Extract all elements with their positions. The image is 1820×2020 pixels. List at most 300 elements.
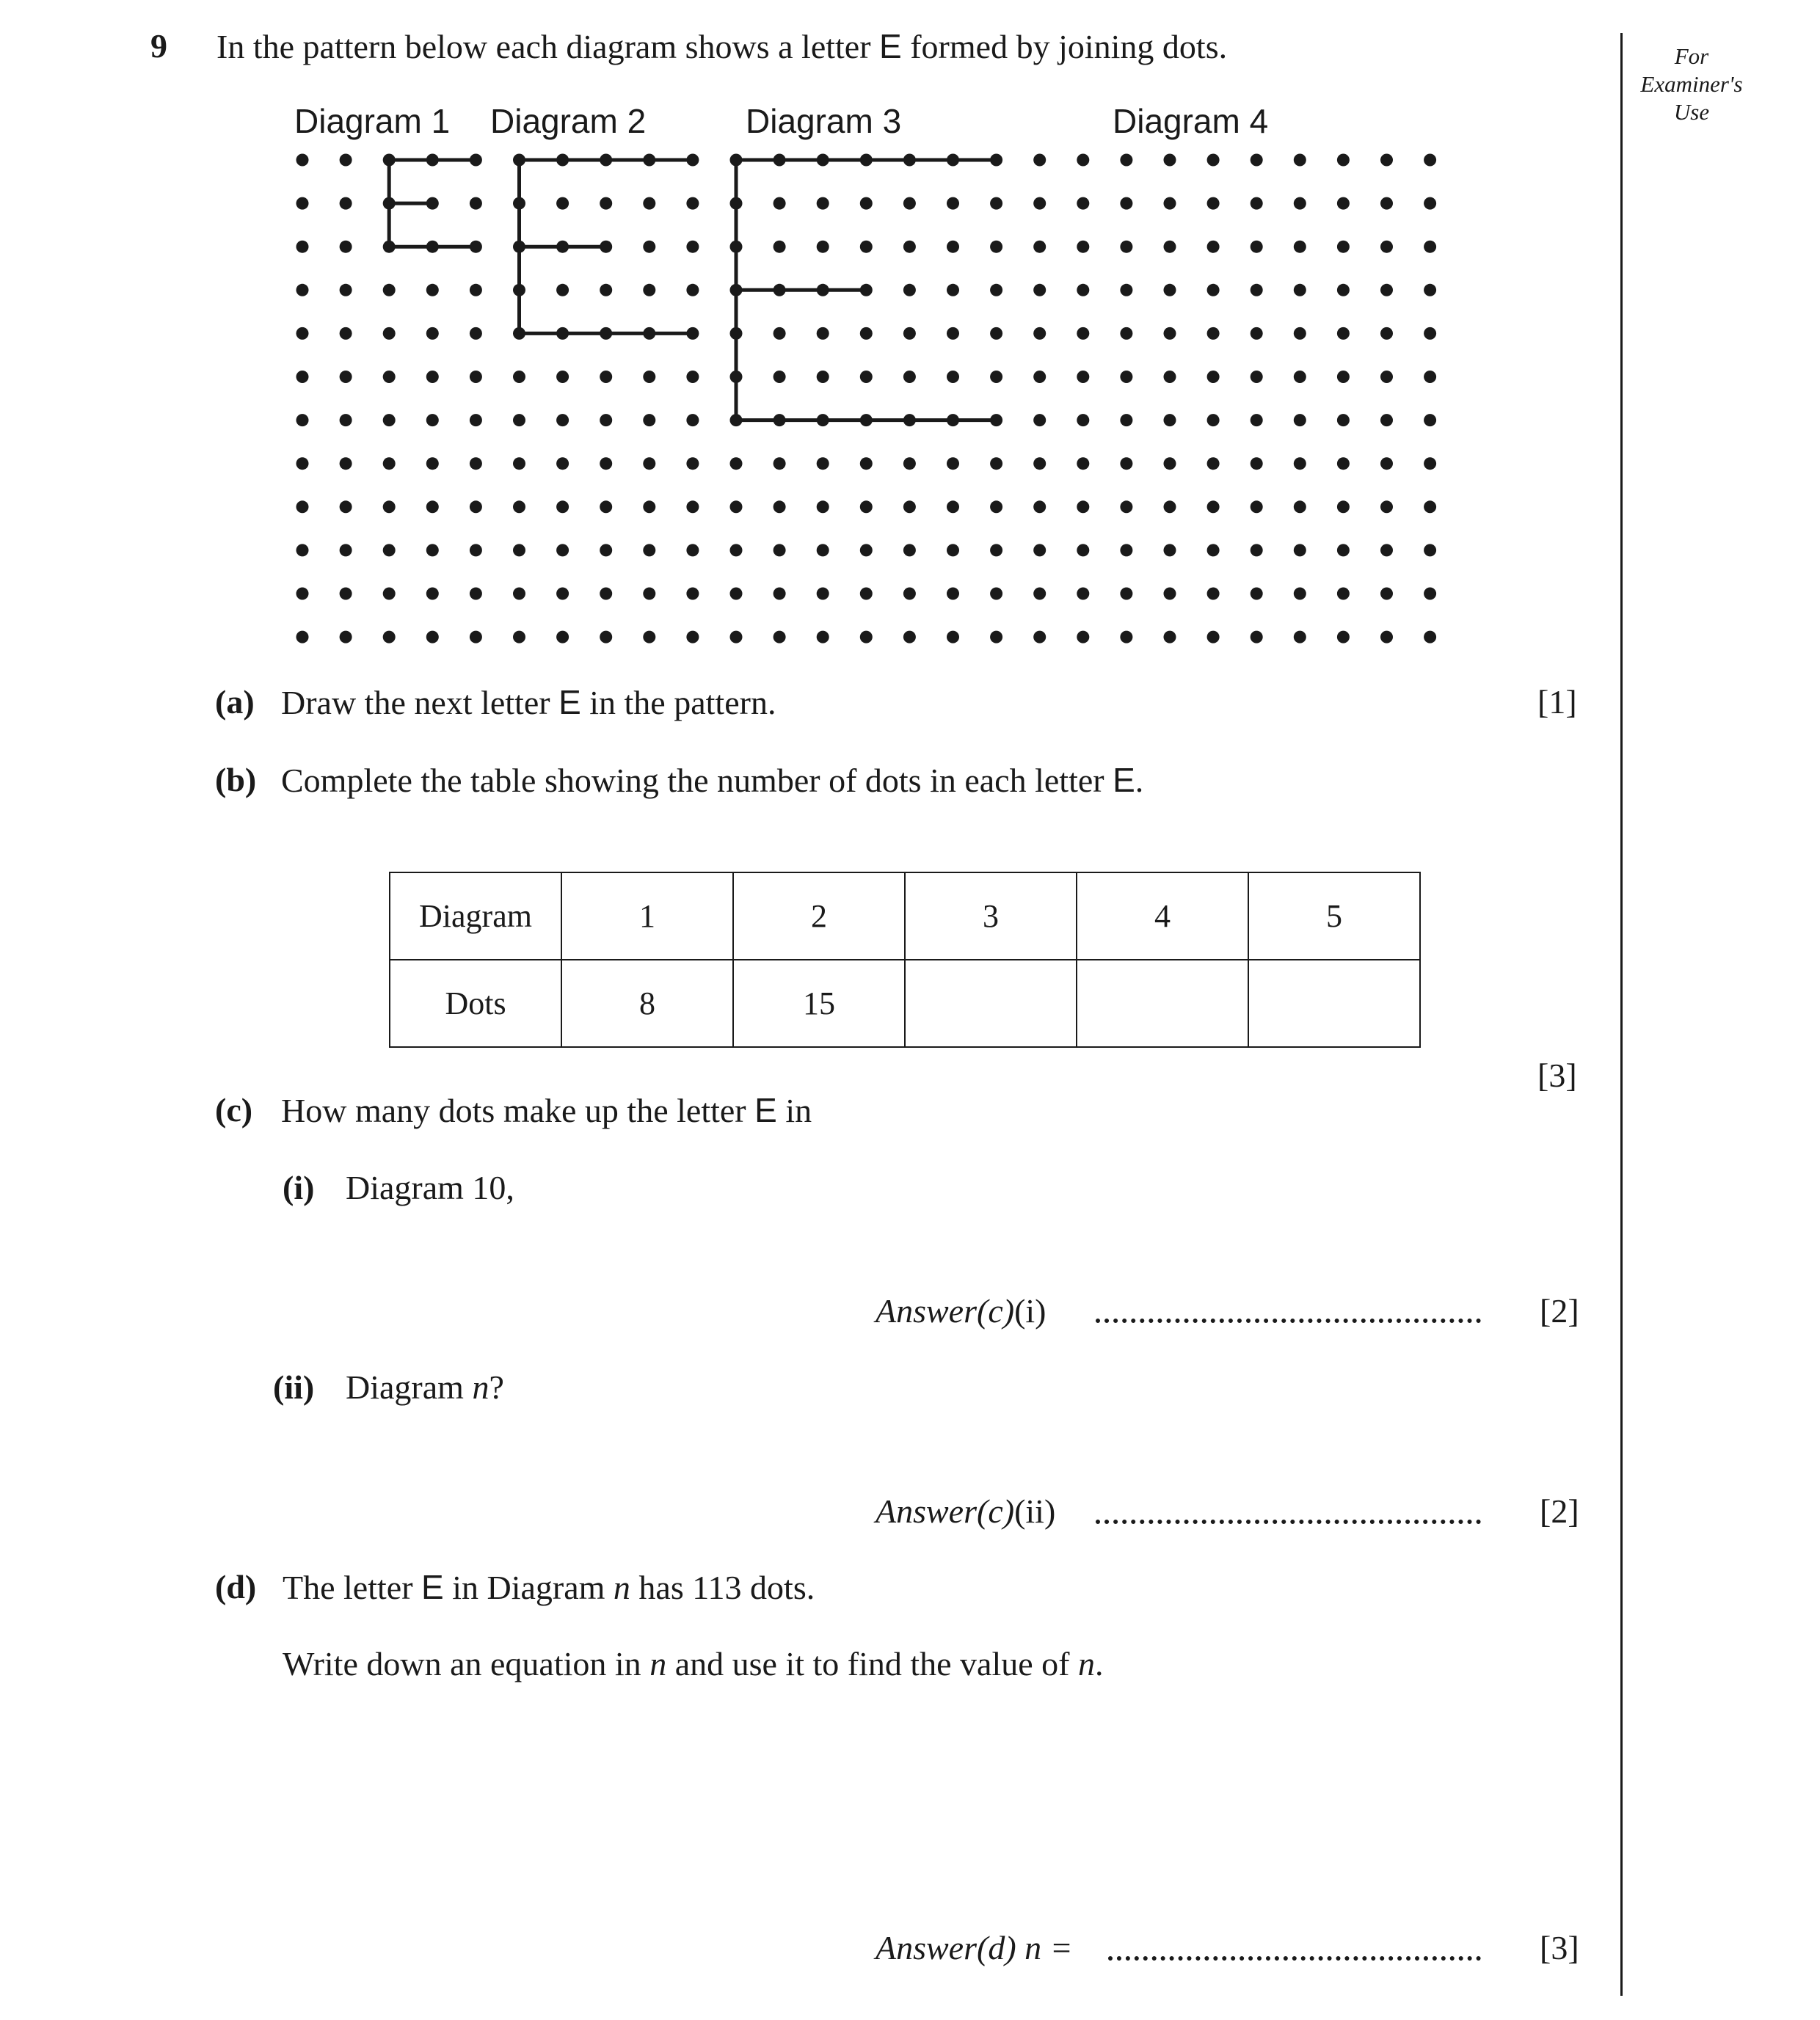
- grid-dot[interactable]: [643, 544, 655, 556]
- grid-dot[interactable]: [643, 327, 655, 340]
- grid-dot[interactable]: [1164, 457, 1176, 470]
- grid-dot[interactable]: [903, 154, 916, 167]
- answer-c-i-line[interactable]: [1096, 1319, 1481, 1323]
- grid-dot[interactable]: [774, 197, 786, 210]
- grid-dot[interactable]: [1380, 241, 1393, 253]
- grid-dot[interactable]: [1077, 457, 1089, 470]
- grid-dot[interactable]: [1294, 284, 1306, 296]
- grid-dot[interactable]: [947, 371, 959, 383]
- grid-dot[interactable]: [860, 631, 873, 643]
- grid-dot[interactable]: [600, 544, 612, 556]
- grid-dot[interactable]: [643, 588, 655, 600]
- grid-dot[interactable]: [990, 631, 1002, 643]
- grid-dot[interactable]: [426, 284, 439, 296]
- grid-dot[interactable]: [1251, 414, 1263, 426]
- grid-dot[interactable]: [513, 631, 525, 643]
- grid-dot[interactable]: [1294, 631, 1306, 643]
- grid-dot[interactable]: [947, 241, 959, 253]
- grid-dot[interactable]: [1120, 241, 1132, 253]
- grid-dot[interactable]: [1424, 414, 1436, 426]
- grid-dot[interactable]: [990, 284, 1002, 296]
- grid-dot[interactable]: [556, 457, 569, 470]
- grid-dot[interactable]: [1207, 241, 1220, 253]
- grid-dot[interactable]: [860, 457, 873, 470]
- grid-dot[interactable]: [1077, 197, 1089, 210]
- grid-dot[interactable]: [556, 197, 569, 210]
- grid-dot[interactable]: [470, 327, 482, 340]
- grid-dot[interactable]: [1251, 631, 1263, 643]
- grid-dot[interactable]: [296, 154, 309, 167]
- grid-dot[interactable]: [860, 544, 873, 556]
- grid-dot[interactable]: [1207, 457, 1220, 470]
- grid-dot[interactable]: [426, 588, 439, 600]
- grid-dot[interactable]: [903, 457, 916, 470]
- grid-dot[interactable]: [1337, 241, 1350, 253]
- grid-dot[interactable]: [730, 631, 743, 643]
- grid-dot[interactable]: [730, 154, 743, 167]
- grid-dot[interactable]: [296, 500, 309, 513]
- grid-dot[interactable]: [1033, 631, 1046, 643]
- grid-dot[interactable]: [513, 241, 525, 253]
- grid-dot[interactable]: [600, 500, 612, 513]
- grid-dot[interactable]: [296, 327, 309, 340]
- grid-dot[interactable]: [1207, 371, 1220, 383]
- grid-dot[interactable]: [1164, 241, 1176, 253]
- grid-dot[interactable]: [903, 371, 916, 383]
- grid-dot[interactable]: [686, 197, 699, 210]
- grid-dot[interactable]: [1337, 284, 1350, 296]
- grid-dot[interactable]: [340, 500, 352, 513]
- grid-dot[interactable]: [774, 544, 786, 556]
- grid-dot[interactable]: [296, 284, 309, 296]
- grid-dot[interactable]: [556, 631, 569, 643]
- grid-dot[interactable]: [1120, 588, 1132, 600]
- grid-dot[interactable]: [383, 371, 396, 383]
- grid-dot[interactable]: [426, 457, 439, 470]
- grid-dot[interactable]: [1380, 197, 1393, 210]
- grid-dot[interactable]: [860, 588, 873, 600]
- grid-dot[interactable]: [513, 588, 525, 600]
- grid-dot[interactable]: [860, 284, 873, 296]
- grid-dot[interactable]: [1380, 154, 1393, 167]
- grid-dot[interactable]: [817, 544, 829, 556]
- grid-dot[interactable]: [730, 371, 743, 383]
- grid-dot[interactable]: [426, 544, 439, 556]
- grid-dot[interactable]: [730, 500, 743, 513]
- grid-dot[interactable]: [1077, 371, 1089, 383]
- grid-dot[interactable]: [340, 631, 352, 643]
- grid-dot[interactable]: [1077, 544, 1089, 556]
- grid-dot[interactable]: [513, 197, 525, 210]
- grid-dot[interactable]: [990, 457, 1002, 470]
- grid-dot[interactable]: [990, 544, 1002, 556]
- grid-dot[interactable]: [1033, 500, 1046, 513]
- grid-dot[interactable]: [556, 154, 569, 167]
- grid-dot[interactable]: [426, 241, 439, 253]
- grid-dot[interactable]: [513, 457, 525, 470]
- grid-dot[interactable]: [774, 588, 786, 600]
- grid-dot[interactable]: [1294, 457, 1306, 470]
- grid-dot[interactable]: [1033, 457, 1046, 470]
- grid-dot[interactable]: [947, 414, 959, 426]
- grid-dot[interactable]: [1120, 327, 1132, 340]
- grid-dot[interactable]: [1251, 457, 1263, 470]
- grid-dot[interactable]: [296, 197, 309, 210]
- grid-dot[interactable]: [947, 154, 959, 167]
- grid-dot[interactable]: [1033, 284, 1046, 296]
- grid-dot[interactable]: [1424, 371, 1436, 383]
- grid-dot[interactable]: [1337, 371, 1350, 383]
- grid-dot[interactable]: [730, 327, 743, 340]
- grid-dot[interactable]: [1424, 500, 1436, 513]
- grid-dot[interactable]: [1077, 241, 1089, 253]
- grid-dot[interactable]: [1120, 631, 1132, 643]
- grid-dot[interactable]: [600, 327, 612, 340]
- grid-dot[interactable]: [1207, 414, 1220, 426]
- grid-dot[interactable]: [947, 544, 959, 556]
- grid-dot[interactable]: [340, 327, 352, 340]
- grid-dot[interactable]: [340, 371, 352, 383]
- grid-dot[interactable]: [1337, 197, 1350, 210]
- grid-dot[interactable]: [730, 544, 743, 556]
- grid-dot[interactable]: [1251, 371, 1263, 383]
- grid-dot[interactable]: [1380, 631, 1393, 643]
- grid-dot[interactable]: [1251, 544, 1263, 556]
- grid-dot[interactable]: [426, 371, 439, 383]
- grid-dot[interactable]: [600, 414, 612, 426]
- grid-dot[interactable]: [426, 327, 439, 340]
- grid-dot[interactable]: [643, 631, 655, 643]
- grid-dot[interactable]: [600, 631, 612, 643]
- grid-dot[interactable]: [1164, 631, 1176, 643]
- grid-dot[interactable]: [1120, 197, 1132, 210]
- grid-dot[interactable]: [1294, 327, 1306, 340]
- grid-dot[interactable]: [990, 241, 1002, 253]
- grid-dot[interactable]: [556, 327, 569, 340]
- grid-dot[interactable]: [383, 197, 396, 210]
- grid-dot[interactable]: [1120, 457, 1132, 470]
- grid-dot[interactable]: [470, 414, 482, 426]
- grid-dot[interactable]: [600, 371, 612, 383]
- answer-c-ii-line[interactable]: [1096, 1520, 1481, 1524]
- grid-dot[interactable]: [1033, 544, 1046, 556]
- grid-dot[interactable]: [1380, 327, 1393, 340]
- grid-dot[interactable]: [600, 457, 612, 470]
- grid-dot[interactable]: [1207, 327, 1220, 340]
- grid-dot[interactable]: [383, 414, 396, 426]
- grid-dot[interactable]: [383, 241, 396, 253]
- grid-dot[interactable]: [774, 371, 786, 383]
- grid-dot[interactable]: [470, 631, 482, 643]
- grid-dot[interactable]: [817, 284, 829, 296]
- grid-dot[interactable]: [903, 588, 916, 600]
- grid-dot[interactable]: [426, 154, 439, 167]
- grid-dot[interactable]: [383, 284, 396, 296]
- grid-dot[interactable]: [903, 414, 916, 426]
- grid-dot[interactable]: [1337, 154, 1350, 167]
- grid-dot[interactable]: [730, 414, 743, 426]
- grid-dot[interactable]: [1337, 588, 1350, 600]
- grid-dot[interactable]: [1251, 588, 1263, 600]
- grid-dot[interactable]: [296, 457, 309, 470]
- grid-dot[interactable]: [513, 544, 525, 556]
- grid-dot[interactable]: [1164, 588, 1176, 600]
- grid-dot[interactable]: [903, 631, 916, 643]
- grid-dot[interactable]: [860, 500, 873, 513]
- grid-dot[interactable]: [817, 327, 829, 340]
- grid-dot[interactable]: [1077, 327, 1089, 340]
- grid-dot[interactable]: [1120, 371, 1132, 383]
- grid-dot[interactable]: [903, 327, 916, 340]
- grid-dot[interactable]: [643, 197, 655, 210]
- grid-dot[interactable]: [730, 197, 743, 210]
- grid-dot[interactable]: [686, 588, 699, 600]
- grid-dot[interactable]: [1077, 631, 1089, 643]
- grid-dot[interactable]: [860, 371, 873, 383]
- grid-dot[interactable]: [903, 544, 916, 556]
- grid-dot[interactable]: [1033, 241, 1046, 253]
- grid-dot[interactable]: [383, 457, 396, 470]
- grid-dot[interactable]: [903, 284, 916, 296]
- grid-dot[interactable]: [860, 241, 873, 253]
- grid-dot[interactable]: [1251, 500, 1263, 513]
- grid-dot[interactable]: [383, 588, 396, 600]
- grid-dot[interactable]: [426, 631, 439, 643]
- answer-d-line[interactable]: [1108, 1956, 1481, 1961]
- grid-dot[interactable]: [1380, 544, 1393, 556]
- grid-dot[interactable]: [947, 588, 959, 600]
- grid-dot[interactable]: [1337, 544, 1350, 556]
- grid-dot[interactable]: [947, 457, 959, 470]
- grid-dot[interactable]: [1424, 631, 1436, 643]
- grid-dot[interactable]: [686, 500, 699, 513]
- grid-dot[interactable]: [1294, 500, 1306, 513]
- grid-dot[interactable]: [340, 284, 352, 296]
- grid-dot[interactable]: [340, 588, 352, 600]
- grid-dot[interactable]: [556, 500, 569, 513]
- grid-dot[interactable]: [470, 457, 482, 470]
- grid-dot[interactable]: [1251, 197, 1263, 210]
- grid-dot[interactable]: [1337, 414, 1350, 426]
- grid-dot[interactable]: [1337, 631, 1350, 643]
- grid-dot[interactable]: [513, 327, 525, 340]
- grid-dot[interactable]: [513, 414, 525, 426]
- grid-dot[interactable]: [1164, 197, 1176, 210]
- grid-dot[interactable]: [643, 371, 655, 383]
- grid-dot[interactable]: [1380, 500, 1393, 513]
- grid-dot[interactable]: [1033, 371, 1046, 383]
- grid-dot[interactable]: [556, 284, 569, 296]
- grid-dot[interactable]: [774, 327, 786, 340]
- grid-dot[interactable]: [860, 197, 873, 210]
- grid-dot[interactable]: [1380, 414, 1393, 426]
- grid-dot[interactable]: [513, 500, 525, 513]
- grid-dot[interactable]: [426, 500, 439, 513]
- table-answer-cell-5[interactable]: [1248, 960, 1420, 1047]
- grid-dot[interactable]: [1164, 154, 1176, 167]
- grid-dot[interactable]: [817, 631, 829, 643]
- grid-dot[interactable]: [470, 154, 482, 167]
- grid-dot[interactable]: [730, 284, 743, 296]
- grid-dot[interactable]: [1033, 414, 1046, 426]
- grid-dot[interactable]: [513, 371, 525, 383]
- grid-dot[interactable]: [990, 588, 1002, 600]
- grid-dot[interactable]: [513, 284, 525, 296]
- grid-dot[interactable]: [817, 414, 829, 426]
- grid-dot[interactable]: [1294, 588, 1306, 600]
- grid-dot[interactable]: [1337, 457, 1350, 470]
- grid-dot[interactable]: [1207, 631, 1220, 643]
- grid-dot[interactable]: [383, 544, 396, 556]
- grid-dot[interactable]: [1120, 414, 1132, 426]
- grid-dot[interactable]: [730, 588, 743, 600]
- grid-dot[interactable]: [383, 500, 396, 513]
- grid-dot[interactable]: [1120, 154, 1132, 167]
- grid-dot[interactable]: [1424, 588, 1436, 600]
- grid-dot[interactable]: [774, 500, 786, 513]
- grid-dot[interactable]: [340, 457, 352, 470]
- grid-dot[interactable]: [600, 197, 612, 210]
- grid-dot[interactable]: [990, 327, 1002, 340]
- grid-dot[interactable]: [1424, 154, 1436, 167]
- grid-dot[interactable]: [470, 284, 482, 296]
- grid-dot[interactable]: [296, 544, 309, 556]
- grid-dot[interactable]: [383, 154, 396, 167]
- grid-dot[interactable]: [556, 241, 569, 253]
- grid-dot[interactable]: [296, 414, 309, 426]
- grid-dot[interactable]: [1294, 154, 1306, 167]
- grid-dot[interactable]: [686, 241, 699, 253]
- grid-dot[interactable]: [1077, 154, 1089, 167]
- grid-dot[interactable]: [817, 500, 829, 513]
- grid-dot[interactable]: [1077, 284, 1089, 296]
- grid-dot[interactable]: [556, 544, 569, 556]
- grid-dot[interactable]: [1033, 588, 1046, 600]
- grid-dot[interactable]: [470, 544, 482, 556]
- grid-dot[interactable]: [600, 588, 612, 600]
- grid-dot[interactable]: [774, 284, 786, 296]
- grid-dot[interactable]: [817, 154, 829, 167]
- grid-dot[interactable]: [686, 327, 699, 340]
- grid-dot[interactable]: [686, 631, 699, 643]
- grid-dot[interactable]: [340, 241, 352, 253]
- grid-dot[interactable]: [990, 500, 1002, 513]
- grid-dot[interactable]: [1077, 588, 1089, 600]
- grid-dot[interactable]: [774, 631, 786, 643]
- grid-dot[interactable]: [774, 414, 786, 426]
- grid-dot[interactable]: [643, 457, 655, 470]
- grid-dot[interactable]: [1207, 588, 1220, 600]
- grid-dot[interactable]: [903, 241, 916, 253]
- grid-dot[interactable]: [1424, 327, 1436, 340]
- grid-dot[interactable]: [1294, 544, 1306, 556]
- grid-dot[interactable]: [686, 371, 699, 383]
- grid-dot[interactable]: [903, 197, 916, 210]
- grid-dot[interactable]: [774, 457, 786, 470]
- grid-dot[interactable]: [686, 544, 699, 556]
- grid-dot[interactable]: [556, 371, 569, 383]
- grid-dot[interactable]: [817, 197, 829, 210]
- grid-dot[interactable]: [1207, 500, 1220, 513]
- grid-dot[interactable]: [990, 414, 1002, 426]
- grid-dot[interactable]: [730, 241, 743, 253]
- grid-dot[interactable]: [1207, 284, 1220, 296]
- grid-dot[interactable]: [600, 154, 612, 167]
- grid-dot[interactable]: [1207, 154, 1220, 167]
- grid-dot[interactable]: [1033, 154, 1046, 167]
- grid-dot[interactable]: [1077, 414, 1089, 426]
- grid-dot[interactable]: [1380, 457, 1393, 470]
- grid-dot[interactable]: [817, 371, 829, 383]
- grid-dot[interactable]: [686, 154, 699, 167]
- grid-dot[interactable]: [600, 241, 612, 253]
- grid-dot[interactable]: [1120, 500, 1132, 513]
- grid-dot[interactable]: [296, 241, 309, 253]
- grid-dot[interactable]: [1251, 327, 1263, 340]
- grid-dot[interactable]: [947, 197, 959, 210]
- grid-dot[interactable]: [296, 588, 309, 600]
- grid-dot[interactable]: [686, 284, 699, 296]
- grid-dot[interactable]: [643, 414, 655, 426]
- grid-dot[interactable]: [643, 284, 655, 296]
- grid-dot[interactable]: [1207, 544, 1220, 556]
- grid-dot[interactable]: [470, 197, 482, 210]
- grid-dot[interactable]: [1077, 500, 1089, 513]
- grid-dot[interactable]: [1033, 327, 1046, 340]
- grid-dot[interactable]: [426, 197, 439, 210]
- grid-dot[interactable]: [296, 631, 309, 643]
- grid-dot[interactable]: [947, 327, 959, 340]
- grid-dot[interactable]: [426, 414, 439, 426]
- grid-dot[interactable]: [1337, 327, 1350, 340]
- grid-dot[interactable]: [1424, 241, 1436, 253]
- grid-dot[interactable]: [903, 500, 916, 513]
- grid-dot[interactable]: [296, 371, 309, 383]
- grid-dot[interactable]: [513, 154, 525, 167]
- grid-dot[interactable]: [1120, 284, 1132, 296]
- grid-dot[interactable]: [470, 371, 482, 383]
- grid-dot[interactable]: [470, 241, 482, 253]
- grid-dot[interactable]: [730, 457, 743, 470]
- grid-dot[interactable]: [1294, 241, 1306, 253]
- grid-dot[interactable]: [1380, 371, 1393, 383]
- grid-dot[interactable]: [947, 500, 959, 513]
- grid-dot[interactable]: [686, 414, 699, 426]
- grid-dot[interactable]: [470, 588, 482, 600]
- grid-dot[interactable]: [1337, 500, 1350, 513]
- grid-dot[interactable]: [1251, 241, 1263, 253]
- grid-dot[interactable]: [817, 588, 829, 600]
- grid-dot[interactable]: [947, 284, 959, 296]
- grid-dot[interactable]: [643, 241, 655, 253]
- grid-dot[interactable]: [1424, 197, 1436, 210]
- grid-dot[interactable]: [600, 284, 612, 296]
- grid-dot[interactable]: [1424, 457, 1436, 470]
- grid-dot[interactable]: [1380, 588, 1393, 600]
- grid-dot[interactable]: [1424, 544, 1436, 556]
- grid-dot[interactable]: [1380, 284, 1393, 296]
- grid-dot[interactable]: [990, 371, 1002, 383]
- grid-dot[interactable]: [383, 327, 396, 340]
- grid-dot[interactable]: [1164, 284, 1176, 296]
- grid-dot[interactable]: [470, 500, 482, 513]
- grid-dot[interactable]: [1251, 154, 1263, 167]
- grid-dot[interactable]: [1294, 414, 1306, 426]
- grid-dot[interactable]: [1294, 371, 1306, 383]
- grid-dot[interactable]: [1164, 500, 1176, 513]
- grid-dot[interactable]: [774, 241, 786, 253]
- grid-dot[interactable]: [1294, 197, 1306, 210]
